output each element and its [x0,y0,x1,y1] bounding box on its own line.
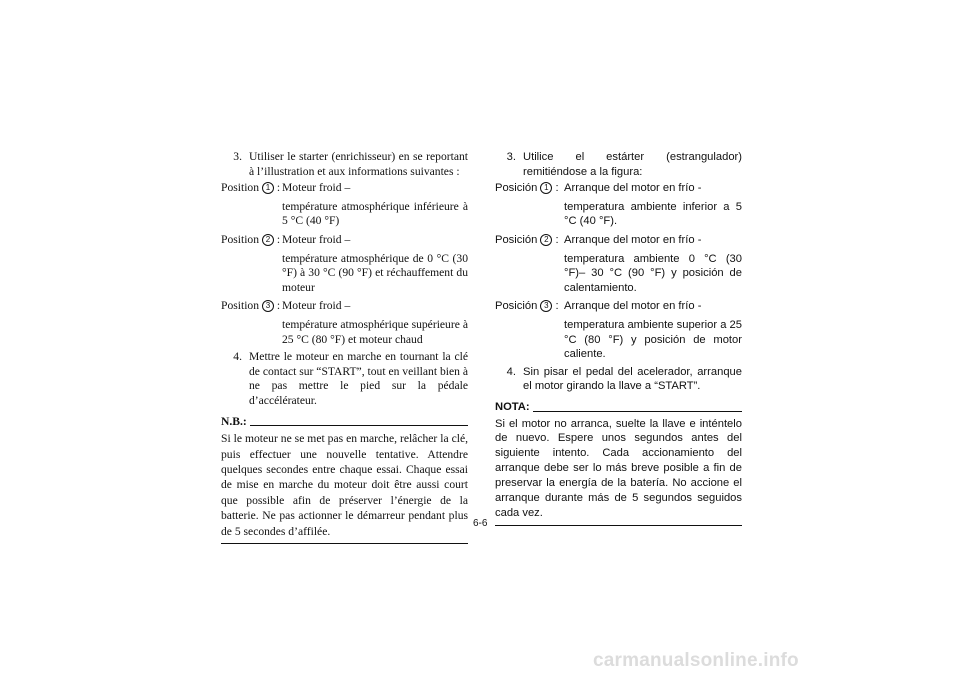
page-number: 6-6 [473,518,488,529]
position-label: Posición [495,300,538,313]
step-number: 4. [233,350,242,364]
position-separator: : [273,299,281,313]
position-label: Posición [495,182,538,195]
note-end-rule [495,525,742,526]
position-label: Posición [495,233,538,246]
position-detail: temperatura ambiente superior a 25 °C (80 °F) y posición de motor caliente. [564,318,742,361]
circled-number-3: 3 [540,300,552,312]
position-detail: temperatura ambiente inferior a 5 °C (40 °F). [564,200,742,228]
note-heading [495,400,742,415]
position-title: Moteur froid – [282,299,351,313]
step-3 [221,150,468,179]
position-separator: : [552,182,559,195]
note-text: Si el motor no arranca, suelte la llave e inténtelo de nuevo. Espere unos segundos antes del siguiente intento. Cada accionamiento del arranque debe ser lo más breve posible a fin de preservar la energía de la batería. No accione el arranque durante más de 5 segundos seguidos cada vez. [495,417,742,519]
circled-number-2: 2 [540,234,552,246]
position-title: Arranque del motor en frío - [564,233,702,246]
position-3 [495,299,742,364]
position-detail: température atmosphérique de 0 °C (30 °F) à 30 °C (90 °F) et réchauffement du moteur [282,251,468,294]
step-3 [495,150,742,179]
step-number: 3. [506,151,516,163]
step-4 [495,365,742,394]
position-separator: : [552,233,559,246]
position-title: Arranque del motor en frío - [564,300,702,313]
spanish-column [495,150,742,526]
step-text: Sin pisar el pedal del acelerador, arranque el motor girando la llave a “START”. [523,365,742,393]
position-detail: temperatura ambiente 0 °C (30 °F)– 30 °C (90 °F) y posición de calentamiento. [564,252,742,294]
position-3 [221,299,468,350]
position-label: Position [221,299,260,313]
note-label: N.B.: [221,414,247,428]
position-detail: température atmosphérique inférieure à 5 °C (40 °F) [282,199,468,228]
position-1 [495,181,742,232]
step-text: Utiliser le starter (enrichisseur) en se reportant à l’illustration et aux informations suivantes : [249,150,468,178]
step-4 [221,350,468,408]
watermark: carmanualsonline.info [593,650,799,671]
step-number: 3. [233,150,242,163]
note-rule [250,425,468,426]
note-heading [221,415,468,430]
position-2 [495,233,742,298]
note-rule [533,411,742,412]
french-column [221,150,468,544]
step-number: 4. [506,365,516,378]
position-separator: : [273,232,281,246]
circled-number-3: 3 [262,300,274,312]
position-separator: : [552,300,559,313]
step-text: Utilice el estárter (estrangulador) remitiéndose a la figura: [523,151,742,178]
position-title: Moteur froid – [282,181,351,195]
position-title: Moteur froid – [282,232,351,246]
position-title: Arranque del motor en frío - [564,182,702,195]
note-end-rule [221,543,468,544]
position-1 [221,181,468,232]
note-text: Si le moteur ne se met pas en marche, relâcher la clé, puis effectuer une nouvelle tentative. Attendre quelques secondes entre chaque essai. Chaque essai de mise en marche du moteur doit être aussi court que possible afin de préserver l’énergie de la batterie. Ne pas actionner le démarreur pendant plus de 5 secondes d’affilée. [221,432,468,538]
position-label: Position [221,181,260,195]
note-label: NOTA: [495,400,530,413]
circled-number-1: 1 [540,182,552,194]
position-2 [221,233,468,298]
step-text: Mettre le moteur en marche en tournant la clé de contact sur “START”, tout en veillant bien à ne pas mettre le pied sur la pédale d’accélérateur. [249,350,468,407]
circled-number-2: 2 [262,234,274,246]
circled-number-1: 1 [262,182,274,194]
position-label: Position [221,232,260,246]
position-separator: : [273,181,281,195]
position-detail: température atmosphérique supérieure à 25 °C (80 °F) et moteur chaud [282,317,468,346]
